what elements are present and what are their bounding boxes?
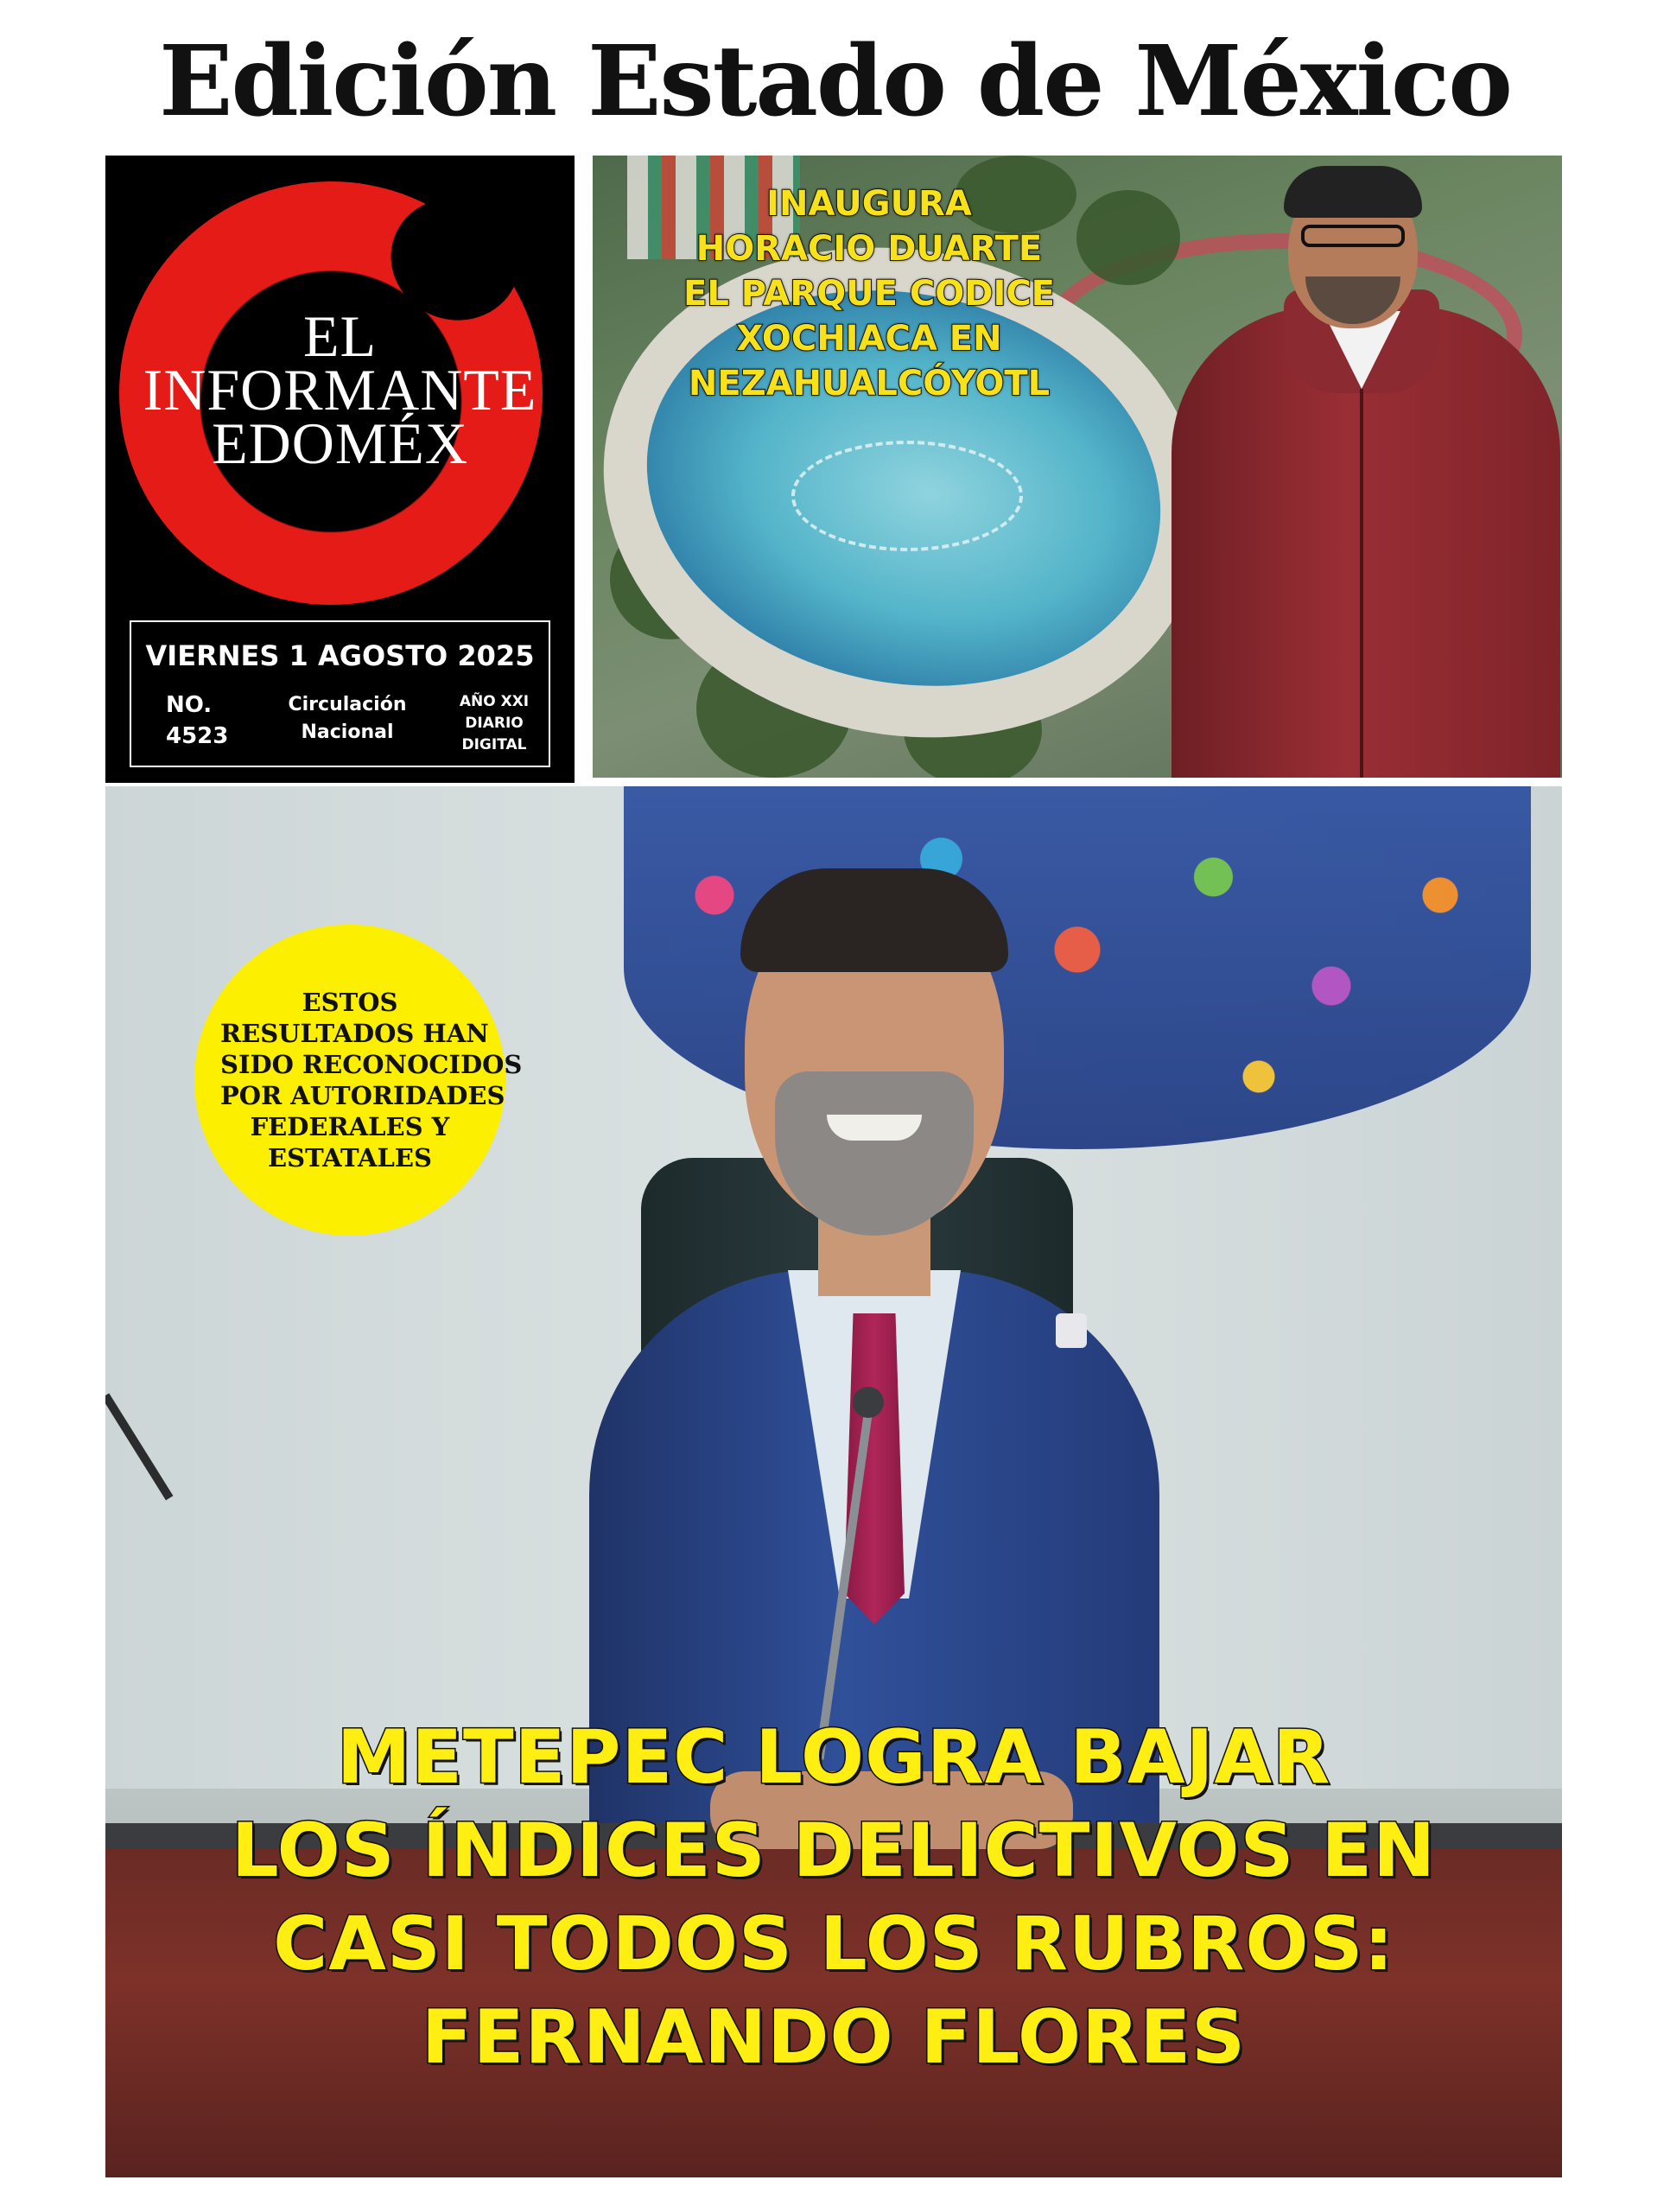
issue-date: VIERNES 1 AGOSTO 2025: [145, 639, 535, 672]
circulation-line-2: Nacional: [301, 721, 394, 743]
main-headline-line: FERNANDO FLORES: [421, 1994, 1247, 2081]
hair: [740, 868, 1008, 972]
top-headline-line: HORACIO DUARTE: [695, 229, 1043, 269]
official-portrait: [1146, 156, 1562, 778]
issue-number: [166, 690, 228, 752]
magenta-tie: [844, 1313, 905, 1624]
year-line-3: DIGITAL: [461, 736, 527, 753]
newspaper-logo-block: [105, 156, 575, 783]
logo-line-2: INFORMANTE: [143, 357, 537, 423]
top-headline-line: INAUGURA: [766, 184, 972, 224]
issue-number-label: NO.: [166, 692, 213, 718]
jacket-zipper: [1360, 389, 1363, 778]
microphone-icon: [853, 1387, 884, 1418]
hair: [1284, 166, 1422, 218]
main-headline-line: CASI TODOS LOS RUBROS:: [273, 1901, 1394, 1987]
badge-line: RESULTADOS HAN: [220, 1019, 489, 1048]
year-line-1: AÑO XXI: [459, 693, 530, 710]
main-headline-line: LOS ÍNDICES DELICTIVOS EN: [231, 1808, 1437, 1894]
smile: [827, 1115, 922, 1141]
year-label: [451, 691, 537, 756]
glasses: [1301, 225, 1405, 247]
badge-line: FEDERALES Y: [250, 1112, 450, 1141]
top-story-headline[interactable]: [593, 181, 1146, 406]
year-line-2: DIARIO: [465, 715, 524, 732]
circulation-label: [283, 691, 412, 747]
main-headline-line: METEPEC LOGRA BAJAR: [336, 1714, 1331, 1801]
callout-badge: [194, 925, 523, 1236]
circulation-line-1: Circulación: [288, 694, 407, 715]
lapel-pin: [1056, 1313, 1087, 1348]
badge-line: SIDO RECONOCIDOS: [220, 1050, 523, 1079]
top-headline-line: NEZAHUALCÓYOTL: [688, 364, 1051, 404]
main-story-headline[interactable]: [105, 1711, 1562, 2084]
logo-wordmark: [105, 303, 575, 476]
pool-fountain-jets: [791, 441, 1023, 551]
logo-line-3: EDOMÉX: [212, 410, 468, 476]
callout-badge-text: [220, 987, 523, 1173]
issue-number-value: 4523: [166, 723, 229, 749]
issue-info-box: [130, 620, 550, 767]
top-headline-line: EL PARQUE CODICE: [683, 274, 1055, 314]
badge-line: ESTATALES: [268, 1143, 432, 1173]
edition-title: Edición Estado de México: [159, 25, 1511, 138]
logo-line-1: EL: [302, 303, 378, 369]
badge-line: POR AUTORIDADES: [220, 1081, 505, 1110]
top-story-photo[interactable]: [593, 156, 1562, 778]
top-headline-line: XOCHIACA EN: [736, 319, 1002, 359]
badge-line: ESTOS: [302, 988, 398, 1017]
